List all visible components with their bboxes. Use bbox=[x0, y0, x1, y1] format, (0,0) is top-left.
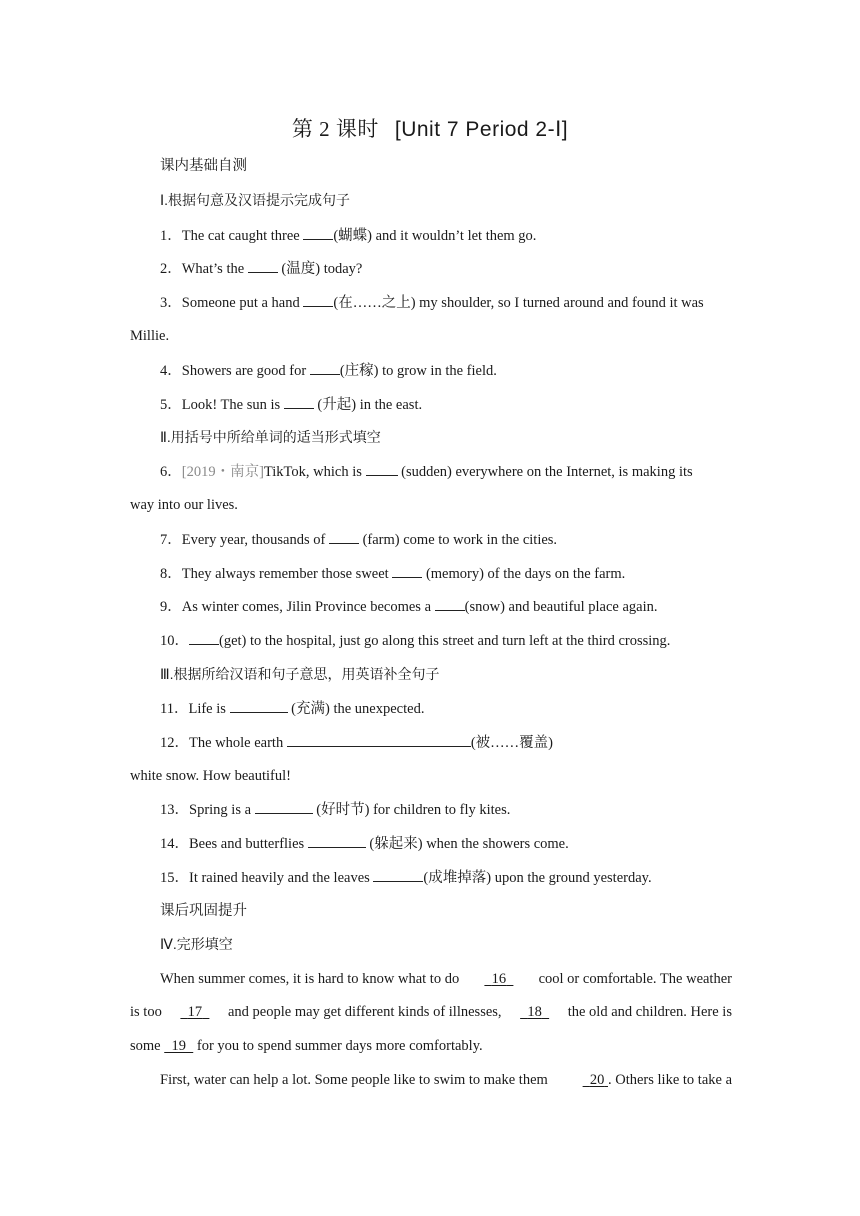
cloze-line-3: some 19 for you to spend summer days more comfortably. bbox=[130, 1038, 483, 1054]
cloze-line-2: is too 17 and people may get different kinds of illnesses, 18 the old and children. Here is bbox=[130, 1004, 732, 1020]
section-3-heading: Ⅲ.根据所给汉语和句子意思，用英语补全句子 bbox=[160, 666, 440, 682]
answer-blank[interactable] bbox=[230, 699, 288, 713]
answer-blank[interactable] bbox=[284, 395, 314, 409]
answer-blank[interactable] bbox=[373, 868, 423, 882]
answer-blank[interactable] bbox=[248, 259, 278, 273]
answer-blank[interactable] bbox=[308, 834, 366, 848]
answer-blank[interactable] bbox=[329, 530, 359, 544]
title-cn: 第 2 课时 bbox=[291, 117, 379, 141]
question-12: 12．The whole earth (被……覆盖) bbox=[160, 735, 554, 751]
answer-blank[interactable] bbox=[435, 597, 465, 611]
question-1: 1．The cat caught three (蝴蝶) and it wouldn’t let them go. bbox=[160, 228, 537, 244]
part2-heading: 课后巩固提升 bbox=[160, 903, 247, 919]
section-1-heading: Ⅰ.根据句意及汉语提示完成句子 bbox=[160, 192, 351, 208]
question-4: 4．Showers are good for (庄稼) to grow in the field. bbox=[160, 363, 497, 379]
answer-blank[interactable] bbox=[392, 564, 422, 578]
answer-blank[interactable] bbox=[287, 733, 471, 747]
question-9: 9．As winter comes, Jilin Province becomes a (snow) and beautiful place again. bbox=[160, 599, 658, 615]
question-6-cont: way into our lives. bbox=[130, 497, 238, 513]
question-8: 8．They always remember those sweet (memory) of the days on the farm. bbox=[160, 566, 626, 582]
cloze-line-1: When summer comes, it is hard to know what to do 16 cool or comfortable. The weather bbox=[160, 971, 732, 987]
question-7: 7．Every year, thousands of (farm) come to work in the cities. bbox=[160, 532, 558, 548]
answer-blank[interactable] bbox=[303, 293, 333, 307]
question-5: 5．Look! The sun is (升起) in the east. bbox=[160, 397, 423, 413]
cloze-blank-18[interactable]: 18 bbox=[527, 1004, 542, 1020]
part1-heading: 课内基础自测 bbox=[160, 158, 247, 174]
cloze-blank-16[interactable]: 16 bbox=[491, 971, 507, 987]
cloze-blank-19[interactable]: 19 bbox=[171, 1038, 186, 1054]
question-15: 15．It rained heavily and the leaves (成堆掉落) upon the ground yesterday. bbox=[160, 870, 652, 886]
question-6: 6．[2019・南京]TikTok, which is (sudden) everywhere on the Internet, is making its bbox=[160, 464, 693, 480]
section-2-heading: Ⅱ.用括号中所给单词的适当形式填空 bbox=[160, 429, 381, 445]
question-3: 3．Someone put a hand (在……之上) my shoulder, so I turned around and found it was bbox=[160, 295, 704, 311]
question-12-cont: white snow. How beautiful! bbox=[130, 768, 291, 784]
question-3-cont: Millie. bbox=[130, 328, 170, 344]
question-10: 10． (get) to the hospital, just go along this street and turn left at the third crossing. bbox=[160, 633, 671, 649]
source-tag: [2019・南京] bbox=[181, 464, 264, 480]
cloze-blank-17[interactable]: 17 bbox=[187, 1004, 203, 1020]
answer-blank[interactable] bbox=[366, 462, 398, 476]
question-2: 2．What’s the (温度) today? bbox=[160, 261, 363, 277]
question-13: 13．Spring is a (好时节) for children to fly kites. bbox=[160, 802, 511, 818]
answer-blank[interactable] bbox=[310, 361, 340, 375]
cloze-line-4: First, water can help a lot. Some people like to swim to make them 20 . Others like to take a bbox=[160, 1072, 732, 1088]
section-4-heading: Ⅳ.完形填空 bbox=[160, 936, 233, 952]
page-title bbox=[0, 113, 860, 143]
answer-blank[interactable] bbox=[189, 631, 219, 645]
title-en: [Unit 7 Period 2-Ⅰ] bbox=[394, 118, 569, 141]
answer-blank[interactable] bbox=[255, 800, 313, 814]
question-11: 11．Life is (充满) the unexpected. bbox=[160, 701, 425, 717]
answer-blank[interactable] bbox=[303, 226, 333, 240]
cloze-blank-20[interactable]: 20 bbox=[589, 1072, 605, 1088]
question-14: 14．Bees and butterflies (躲起来) when the showers come. bbox=[160, 836, 569, 852]
